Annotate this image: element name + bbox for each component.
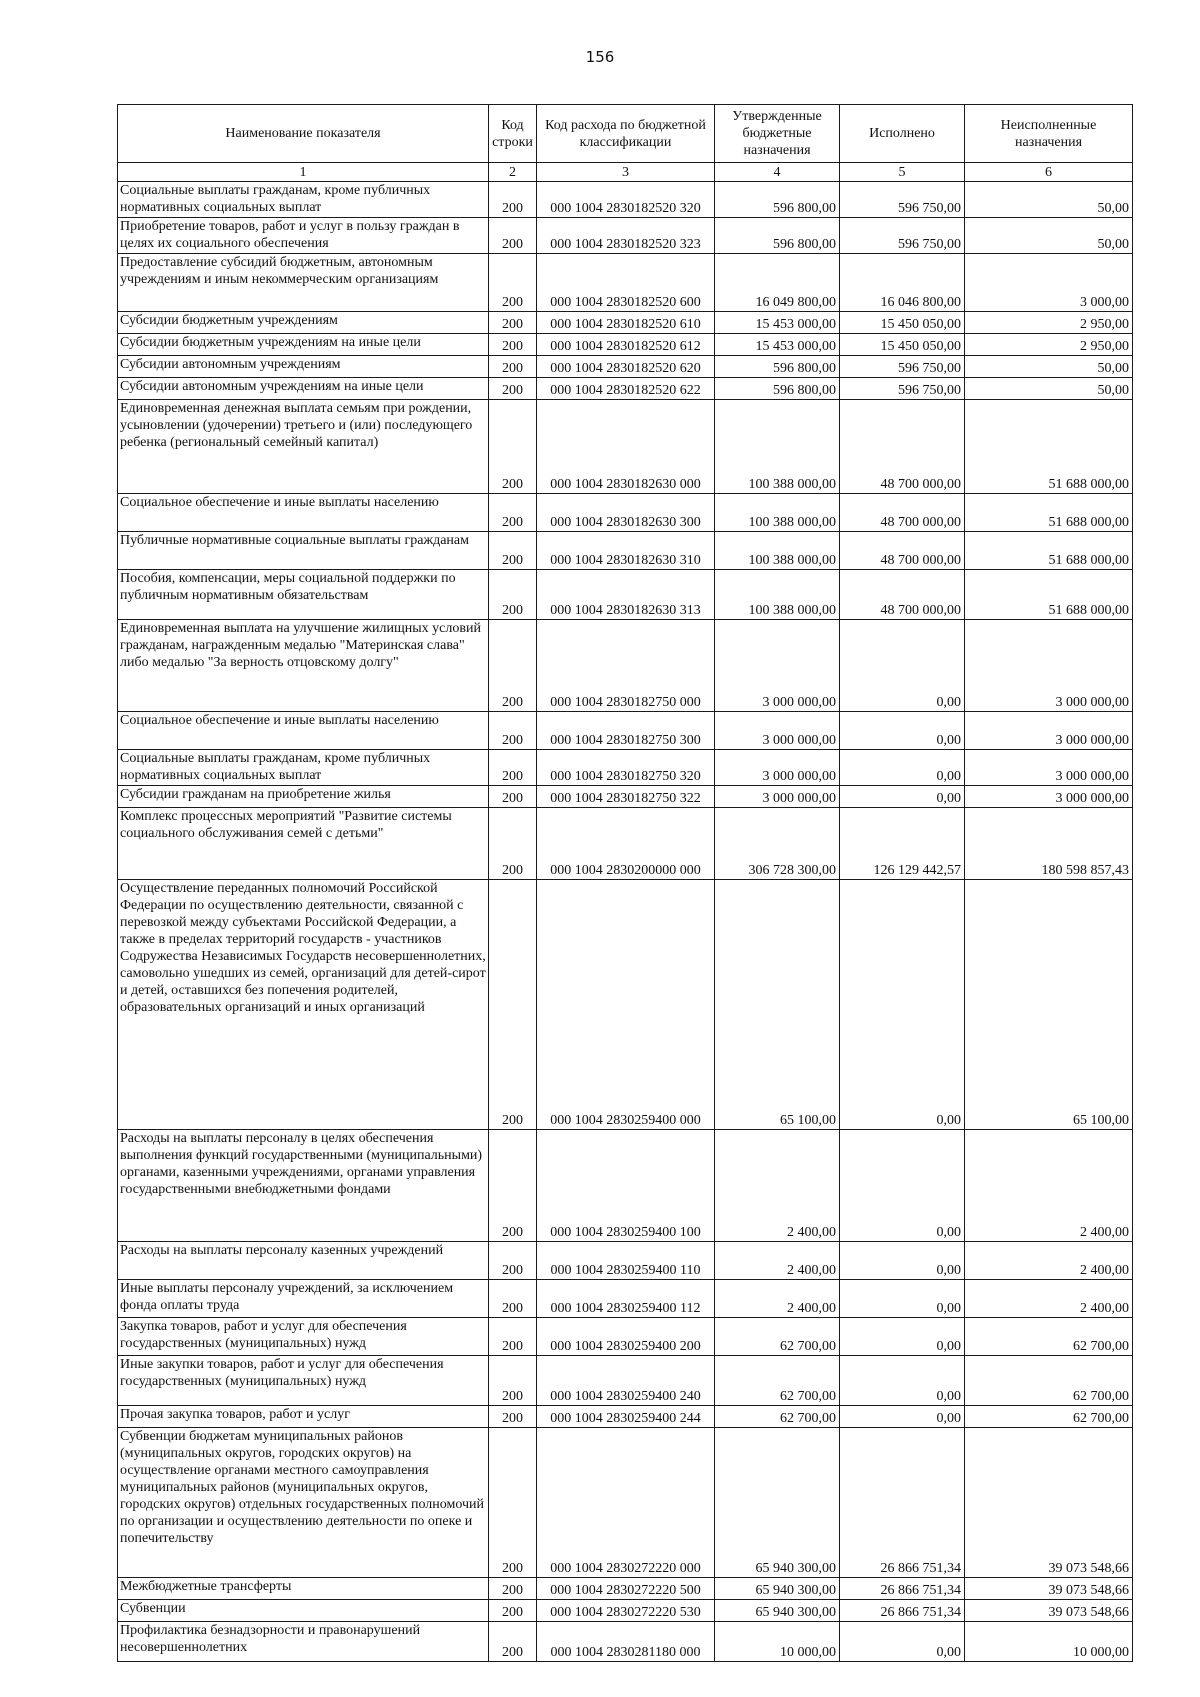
row-name: Социальное обеспечение и иные выплаты населению [118, 712, 489, 750]
column-header-name: Наименование показателя [118, 105, 489, 163]
row-executed: 0,00 [840, 1318, 965, 1356]
row-line-code: 200 [489, 1356, 537, 1406]
row-approved: 65 940 300,00 [715, 1600, 840, 1622]
row-name: Иные закупки товаров, работ и услуг для обеспечения государственных (муниципальных) нужд [118, 1356, 489, 1406]
row-name: Единовременная выплата на улучшение жилищных условий гражданам, награжденным медалью "Материнская слава" либо медалью "За верность отцовскому долгу" [118, 620, 489, 712]
table-row [118, 494, 1133, 532]
table-row [118, 356, 1133, 378]
row-line-code: 200 [489, 218, 537, 254]
table-row [118, 808, 1133, 880]
row-expense-code: 000 1004 2830182750 300 [537, 712, 715, 750]
row-approved: 15 453 000,00 [715, 312, 840, 334]
row-name: Пособия, компенсации, меры социальной поддержки по публичным нормативным обязательствам [118, 570, 489, 620]
row-approved: 3 000 000,00 [715, 750, 840, 786]
row-line-code: 200 [489, 1600, 537, 1622]
row-line-code: 200 [489, 1578, 537, 1600]
row-approved: 65 940 300,00 [715, 1428, 840, 1578]
row-approved: 306 728 300,00 [715, 808, 840, 880]
row-executed: 0,00 [840, 620, 965, 712]
row-name: Субсидии бюджетным учреждениям на иные цели [118, 334, 489, 356]
column-header-executed: Исполнено [840, 105, 965, 163]
row-unexecuted: 51 688 000,00 [965, 400, 1133, 494]
row-unexecuted: 3 000 000,00 [965, 712, 1133, 750]
row-unexecuted: 39 073 548,66 [965, 1428, 1133, 1578]
row-line-code: 200 [489, 570, 537, 620]
row-unexecuted: 62 700,00 [965, 1318, 1133, 1356]
row-line-code: 200 [489, 1406, 537, 1428]
row-unexecuted: 3 000,00 [965, 254, 1133, 312]
table-row [118, 1428, 1133, 1578]
row-approved: 100 388 000,00 [715, 532, 840, 570]
row-approved: 100 388 000,00 [715, 494, 840, 532]
table-row [118, 880, 1133, 1130]
row-unexecuted: 10 000,00 [965, 1622, 1133, 1662]
row-name: Субсидии автономным учреждениям [118, 356, 489, 378]
row-line-code: 200 [489, 532, 537, 570]
row-approved: 62 700,00 [715, 1406, 840, 1428]
row-expense-code: 000 1004 2830182520 622 [537, 378, 715, 400]
row-executed: 0,00 [840, 1130, 965, 1242]
row-expense-code: 000 1004 2830259400 244 [537, 1406, 715, 1428]
row-approved: 3 000 000,00 [715, 620, 840, 712]
row-expense-code: 000 1004 2830182630 000 [537, 400, 715, 494]
row-unexecuted: 50,00 [965, 378, 1133, 400]
row-executed: 0,00 [840, 1622, 965, 1662]
row-executed: 596 750,00 [840, 378, 965, 400]
row-expense-code: 000 1004 2830182630 310 [537, 532, 715, 570]
row-expense-code: 000 1004 2830272220 530 [537, 1600, 715, 1622]
row-line-code: 200 [489, 378, 537, 400]
row-expense-code: 000 1004 2830182750 320 [537, 750, 715, 786]
row-line-code: 200 [489, 334, 537, 356]
column-number: 5 [840, 163, 965, 182]
row-unexecuted: 2 950,00 [965, 312, 1133, 334]
row-expense-code: 000 1004 2830272220 000 [537, 1428, 715, 1578]
row-approved: 15 453 000,00 [715, 334, 840, 356]
row-line-code: 200 [489, 1428, 537, 1578]
column-number: 2 [489, 163, 537, 182]
row-expense-code: 000 1004 2830182630 300 [537, 494, 715, 532]
row-approved: 2 400,00 [715, 1280, 840, 1318]
row-unexecuted: 51 688 000,00 [965, 532, 1133, 570]
row-executed: 0,00 [840, 1406, 965, 1428]
row-unexecuted: 2 950,00 [965, 334, 1133, 356]
row-line-code: 200 [489, 1622, 537, 1662]
row-name: Единовременная денежная выплата семьям при рождении, усыновлении (удочерении) третьего и (или) последующего ребенка (региональный семейный капитал) [118, 400, 489, 494]
row-name: Субсидии автономным учреждениям на иные цели [118, 378, 489, 400]
row-expense-code: 000 1004 2830200000 000 [537, 808, 715, 880]
row-expense-code: 000 1004 2830259400 110 [537, 1242, 715, 1280]
row-line-code: 200 [489, 620, 537, 712]
row-executed: 15 450 050,00 [840, 334, 965, 356]
column-number: 3 [537, 163, 715, 182]
row-line-code: 200 [489, 1280, 537, 1318]
row-line-code: 200 [489, 356, 537, 378]
table-body [118, 182, 1133, 1662]
table-row [118, 218, 1133, 254]
column-header-approved: Утвержденные бюджетные назначения [715, 105, 840, 163]
row-expense-code: 000 1004 2830182520 612 [537, 334, 715, 356]
table-row [118, 334, 1133, 356]
row-unexecuted: 62 700,00 [965, 1356, 1133, 1406]
row-expense-code: 000 1004 2830182520 323 [537, 218, 715, 254]
table-row [118, 182, 1133, 218]
row-expense-code: 000 1004 2830182520 620 [537, 356, 715, 378]
row-expense-code: 000 1004 2830182520 610 [537, 312, 715, 334]
row-executed: 0,00 [840, 1242, 965, 1280]
row-executed: 0,00 [840, 880, 965, 1130]
row-approved: 100 388 000,00 [715, 570, 840, 620]
row-unexecuted: 3 000 000,00 [965, 620, 1133, 712]
row-name: Расходы на выплаты персоналу казенных учреждений [118, 1242, 489, 1280]
row-line-code: 200 [489, 494, 537, 532]
row-expense-code: 000 1004 2830182520 320 [537, 182, 715, 218]
table-row [118, 570, 1133, 620]
table-row [118, 1356, 1133, 1406]
table-row [118, 400, 1133, 494]
table-row [118, 1130, 1133, 1242]
row-expense-code: 000 1004 2830259400 112 [537, 1280, 715, 1318]
row-approved: 2 400,00 [715, 1242, 840, 1280]
row-approved: 596 800,00 [715, 356, 840, 378]
table-row [118, 786, 1133, 808]
row-line-code: 200 [489, 1242, 537, 1280]
row-executed: 596 750,00 [840, 218, 965, 254]
row-executed: 48 700 000,00 [840, 532, 965, 570]
row-name: Предоставление субсидий бюджетным, автономным учреждениям и иным некоммерческим организациям [118, 254, 489, 312]
row-name: Приобретение товаров, работ и услуг в пользу граждан в целях их социального обеспечения [118, 218, 489, 254]
row-line-code: 200 [489, 1130, 537, 1242]
row-approved: 65 100,00 [715, 880, 840, 1130]
row-unexecuted: 51 688 000,00 [965, 494, 1133, 532]
row-approved: 3 000 000,00 [715, 786, 840, 808]
row-line-code: 200 [489, 182, 537, 218]
row-unexecuted: 2 400,00 [965, 1280, 1133, 1318]
row-line-code: 200 [489, 712, 537, 750]
row-unexecuted: 39 073 548,66 [965, 1600, 1133, 1622]
row-executed: 0,00 [840, 786, 965, 808]
row-expense-code: 000 1004 2830182750 000 [537, 620, 715, 712]
row-name: Публичные нормативные социальные выплаты гражданам [118, 532, 489, 570]
row-name: Социальное обеспечение и иные выплаты населению [118, 494, 489, 532]
row-approved: 596 800,00 [715, 182, 840, 218]
table-row [118, 378, 1133, 400]
row-unexecuted: 2 400,00 [965, 1242, 1133, 1280]
row-approved: 596 800,00 [715, 378, 840, 400]
row-name: Комплекс процессных мероприятий "Развитие системы социального обслуживания семей с детьми" [118, 808, 489, 880]
row-line-code: 200 [489, 254, 537, 312]
row-line-code: 200 [489, 312, 537, 334]
row-unexecuted: 3 000 000,00 [965, 786, 1133, 808]
row-name: Субвенции [118, 1600, 489, 1622]
row-executed: 48 700 000,00 [840, 494, 965, 532]
row-executed: 26 866 751,34 [840, 1428, 965, 1578]
row-line-code: 200 [489, 400, 537, 494]
row-unexecuted: 50,00 [965, 182, 1133, 218]
row-expense-code: 000 1004 2830259400 240 [537, 1356, 715, 1406]
table-row [118, 254, 1133, 312]
row-unexecuted: 50,00 [965, 356, 1133, 378]
row-executed: 126 129 442,57 [840, 808, 965, 880]
row-executed: 0,00 [840, 1280, 965, 1318]
row-approved: 10 000,00 [715, 1622, 840, 1662]
table-row [118, 1622, 1133, 1662]
row-name: Субвенции бюджетам муниципальных районов (муниципальных округов, городских округов) на осуществление органами местного самоуправления муниципальных районов (муниципальных округов, городских округов) отдельных государственных полномочий по организации и осуществлению деятельности по опеке и попечительству [118, 1428, 489, 1578]
column-header-expense-code: Код расхода по бюджетной классификации [537, 105, 715, 163]
row-approved: 65 940 300,00 [715, 1578, 840, 1600]
table-row [118, 312, 1133, 334]
row-line-code: 200 [489, 786, 537, 808]
row-expense-code: 000 1004 2830259400 100 [537, 1130, 715, 1242]
row-expense-code: 000 1004 2830272220 500 [537, 1578, 715, 1600]
row-executed: 16 046 800,00 [840, 254, 965, 312]
row-expense-code: 000 1004 2830259400 200 [537, 1318, 715, 1356]
budget-execution-table [117, 104, 1133, 1662]
row-executed: 0,00 [840, 750, 965, 786]
row-executed: 26 866 751,34 [840, 1600, 965, 1622]
row-executed: 48 700 000,00 [840, 570, 965, 620]
row-approved: 3 000 000,00 [715, 712, 840, 750]
row-executed: 15 450 050,00 [840, 312, 965, 334]
row-approved: 596 800,00 [715, 218, 840, 254]
row-name: Субсидии бюджетным учреждениям [118, 312, 489, 334]
row-approved: 100 388 000,00 [715, 400, 840, 494]
table-row [118, 1578, 1133, 1600]
table-row [118, 1406, 1133, 1428]
row-line-code: 200 [489, 880, 537, 1130]
row-unexecuted: 3 000 000,00 [965, 750, 1133, 786]
page-number: 156 [585, 48, 615, 66]
table-row [118, 1242, 1133, 1280]
row-name: Межбюджетные трансферты [118, 1578, 489, 1600]
table-row [118, 1280, 1133, 1318]
row-name: Осуществление переданных полномочий Российской Федерации по осуществлению деятельности, связанной с перевозкой между субъектами Российской Федерации, а также в пределах территорий государств - участников Содружества Независимых Государств несовершеннолетних, самовольно ушедших из семей, организаций для детей-сирот и детей, оставшихся без попечения родителей, образовательных организаций и иных организаций [118, 880, 489, 1130]
table-row [118, 1318, 1133, 1356]
table-row [118, 1600, 1133, 1622]
column-number: 4 [715, 163, 840, 182]
table-row [118, 620, 1133, 712]
row-name: Социальные выплаты гражданам, кроме публичных нормативных социальных выплат [118, 750, 489, 786]
row-expense-code: 000 1004 2830182630 313 [537, 570, 715, 620]
row-approved: 62 700,00 [715, 1356, 840, 1406]
column-number: 6 [965, 163, 1133, 182]
row-name: Закупка товаров, работ и услуг для обеспечения государственных (муниципальных) нужд [118, 1318, 489, 1356]
row-executed: 48 700 000,00 [840, 400, 965, 494]
row-name: Профилактика безнадзорности и правонарушений несовершеннолетних [118, 1622, 489, 1662]
column-header-unexecuted: Неисполненные назначения [965, 105, 1133, 163]
table-row [118, 750, 1133, 786]
row-unexecuted: 50,00 [965, 218, 1133, 254]
column-number: 1 [118, 163, 489, 182]
row-expense-code: 000 1004 2830182750 322 [537, 786, 715, 808]
row-unexecuted: 39 073 548,66 [965, 1578, 1133, 1600]
table-row [118, 532, 1133, 570]
row-unexecuted: 51 688 000,00 [965, 570, 1133, 620]
row-name: Расходы на выплаты персоналу в целях обеспечения выполнения функций государственными (муниципальными) органами, казенными учреждениями, органами управления государственными внебюджетными фондами [118, 1130, 489, 1242]
row-executed: 596 750,00 [840, 182, 965, 218]
row-unexecuted: 65 100,00 [965, 880, 1133, 1130]
column-header-line-code: Код строки [489, 105, 537, 163]
row-executed: 0,00 [840, 712, 965, 750]
row-approved: 2 400,00 [715, 1130, 840, 1242]
row-line-code: 200 [489, 750, 537, 786]
row-name: Субсидии гражданам на приобретение жилья [118, 786, 489, 808]
row-expense-code: 000 1004 2830182520 600 [537, 254, 715, 312]
row-expense-code: 000 1004 2830259400 000 [537, 880, 715, 1130]
row-approved: 62 700,00 [715, 1318, 840, 1356]
table-row [118, 712, 1133, 750]
row-unexecuted: 62 700,00 [965, 1406, 1133, 1428]
row-line-code: 200 [489, 1318, 537, 1356]
row-name: Иные выплаты персоналу учреждений, за исключением фонда оплаты труда [118, 1280, 489, 1318]
row-expense-code: 000 1004 2830281180 000 [537, 1622, 715, 1662]
row-name: Прочая закупка товаров, работ и услуг [118, 1406, 489, 1428]
row-executed: 26 866 751,34 [840, 1578, 965, 1600]
row-unexecuted: 2 400,00 [965, 1130, 1133, 1242]
row-approved: 16 049 800,00 [715, 254, 840, 312]
row-executed: 0,00 [840, 1356, 965, 1406]
row-unexecuted: 180 598 857,43 [965, 808, 1133, 880]
row-name: Социальные выплаты гражданам, кроме публичных нормативных социальных выплат [118, 182, 489, 218]
row-line-code: 200 [489, 808, 537, 880]
row-executed: 596 750,00 [840, 356, 965, 378]
